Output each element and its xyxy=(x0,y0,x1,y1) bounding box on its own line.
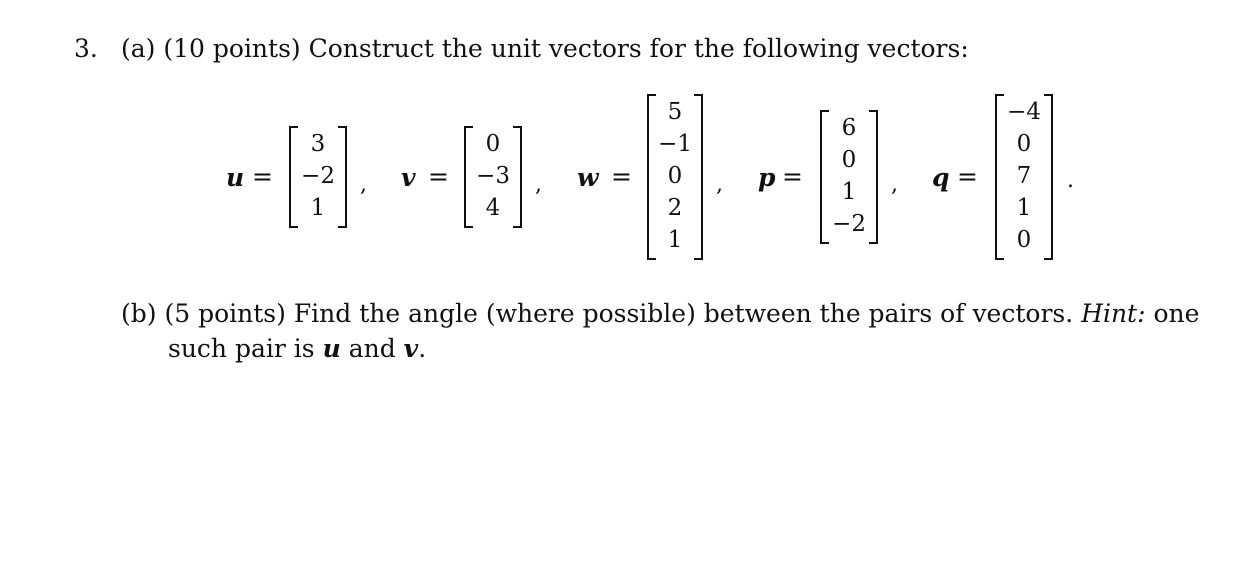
vector-v-entry: −3 xyxy=(476,163,510,189)
vector-u-entry: 3 xyxy=(310,131,326,157)
separator-comma: , xyxy=(360,172,367,197)
vector-v-entry: 4 xyxy=(485,195,501,221)
vector-w-entry: 2 xyxy=(667,195,683,221)
part-b-text: Find the angle (where possible) between the pairs of vectors. xyxy=(293,299,1074,328)
question-number: 3. xyxy=(74,34,98,63)
terminator-period: . xyxy=(1067,168,1074,193)
vector-p-entry: −2 xyxy=(832,211,866,237)
hint-text: one xyxy=(1153,299,1200,328)
vector-v-equals: = xyxy=(428,162,449,191)
part-a-prompt xyxy=(121,34,969,64)
vector-w-matrix xyxy=(647,96,703,258)
separator-comma: , xyxy=(535,172,542,197)
vector-v-label: v xyxy=(401,163,416,192)
vector-w-entry: −1 xyxy=(658,131,692,157)
part-b-prompt-continued xyxy=(168,334,426,364)
vector-q-label: q xyxy=(932,163,950,192)
vector-v-matrix xyxy=(464,128,522,226)
vector-u-label: u xyxy=(226,163,245,192)
vector-w-entry: 1 xyxy=(667,227,683,253)
vector-w-label: w xyxy=(577,163,599,192)
vector-u-entry: 1 xyxy=(310,195,326,221)
separator-comma: , xyxy=(716,172,723,197)
vector-u-matrix xyxy=(289,128,347,226)
vector-u-equals: = xyxy=(252,162,273,191)
vector-w-equals: = xyxy=(611,162,632,191)
vector-q-matrix xyxy=(995,96,1053,258)
vector-w-entry: 0 xyxy=(667,163,683,189)
vector-p-entry: 1 xyxy=(841,179,857,205)
vector-q-entry: 7 xyxy=(1016,163,1032,189)
vector-q-entry: −4 xyxy=(1007,99,1041,125)
hint-vector-v: v xyxy=(403,334,419,363)
separator-comma: , xyxy=(891,172,898,197)
vector-q-entry: 1 xyxy=(1016,195,1032,221)
vector-q-equals: = xyxy=(957,162,978,191)
hint-and: and xyxy=(348,334,396,363)
vector-w-entry: 5 xyxy=(667,99,683,125)
vector-p-equals: = xyxy=(782,162,803,191)
part-a-text: Construct the unit vectors for the following vectors: xyxy=(308,34,969,63)
vector-q-entry: 0 xyxy=(1016,227,1032,253)
hint-end: . xyxy=(418,334,427,363)
vector-p-entry: 0 xyxy=(841,147,857,173)
hint-label: Hint: xyxy=(1081,299,1146,328)
vector-p-label: p xyxy=(758,163,776,192)
hint-text: such pair is xyxy=(168,334,315,363)
part-b-prompt xyxy=(121,299,1199,329)
part-b-points: (5 points) xyxy=(164,299,286,328)
vector-p-matrix xyxy=(820,112,878,242)
part-a-label: (a) xyxy=(121,34,156,63)
vector-q-entry: 0 xyxy=(1016,131,1032,157)
vector-v-entry: 0 xyxy=(485,131,501,157)
vector-u-entry: −2 xyxy=(301,163,335,189)
hint-vector-u: u xyxy=(322,334,341,363)
part-b-label: (b) xyxy=(121,299,157,328)
part-a-points: (10 points) xyxy=(163,34,301,63)
vector-p-entry: 6 xyxy=(841,115,857,141)
